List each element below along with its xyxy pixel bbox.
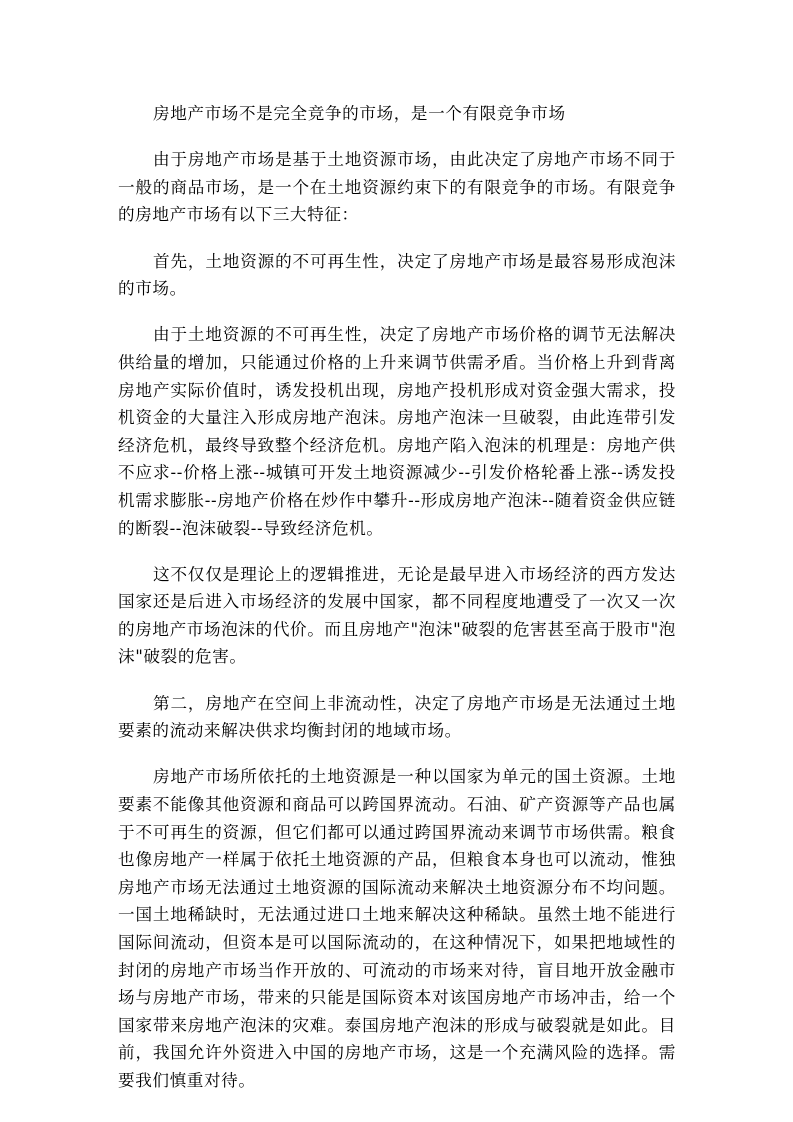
paragraph-land-immobility: 房地产市场所依托的土地资源是一种以国家为单元的国土资源。土地要素不能像其他资源和商品可以跨国界流动。石油、矿产资源等产品也属于不可再生的资源，但它们都可以通过跨国界流动来调节市场供需。粮食也像房地产一样属于依托土地资源的产品，但粮食本身也可以流动，惟独房地产市场无法通过土地资源的国际流动来解决土地资源分布不均问题。一国土地稀缺时，无法通过进口土地来解决这种稀缺。虽然土地不能进行国际间流动，但资本是可以国际流动的，在这种情况下，如果把地域性的封闭的房地产市场当作开放的、可流动的市场来对待，盲目地开放金融市场与房地产市场，带来的只能是国际资本对该国房地产市场冲击，给一个国家带来房地产泡沫的灾难。泰国房地产泡沫的形成与破裂就是如此。目前，我国允许外资进入中国的房地产市场，这是一个充满风险的选择。需要我们慎重对待。 [118, 767, 676, 1090]
section-heading: 房地产市场不是完全竞争的市场，是一个有限竞争市场 [153, 104, 566, 123]
paragraph-bubble-history: 这不仅仅是理论上的逻辑推进，无论是最早进入市场经济的西方发达国家还是后进入市场经济的发展中国家，都不同程度地遭受了一次又一次的房地产市场泡沫的代价。而且房地产"泡沫"破裂的危害甚至高于股市"泡沫"破裂的危害。 [118, 564, 676, 667]
paragraph-feature-two: 第二，房地产在空间上非流动性，决定了房地产市场是无法通过土地要素的流动来解决供求均衡封闭的地域市场。 [118, 693, 676, 741]
paragraph-bubble-mechanism: 由于土地资源的不可再生性，决定了房地产市场价格的调节无法解决供给量的增加，只能通过价格的上升来调节供需矛盾。当价格上升到背离房地产实际价值时，诱发投机出现，房地产投机形成对资金强大需求，投机资金的大量注入形成房地产泡沫。房地产泡沫一旦破裂，由此连带引发经济危机，最终导致整个经济危机。房地产陷入泡沫的机理是：房地产供不应求--价格上涨--城镇可开发土地资源减少--引发价格轮番上涨--诱发投机需求膨胀--房地产价格在炒作中攀升--形成房地产泡沫--随着资金供应链的断裂--泡沫破裂--导致经济危机。 [118, 325, 676, 538]
paragraph-feature-one: 首先，土地资源的不可再生性，决定了房地产市场是最容易形成泡沫的市场。 [118, 251, 676, 299]
paragraph-intro: 由于房地产市场是基于土地资源市场，由此决定了房地产市场不同于一般的商品市场，是一个在土地资源约束下的有限竞争的市场。有限竞争的房地产市场有以下三大特征： [118, 150, 676, 225]
document-page [118, 100, 676, 1095]
